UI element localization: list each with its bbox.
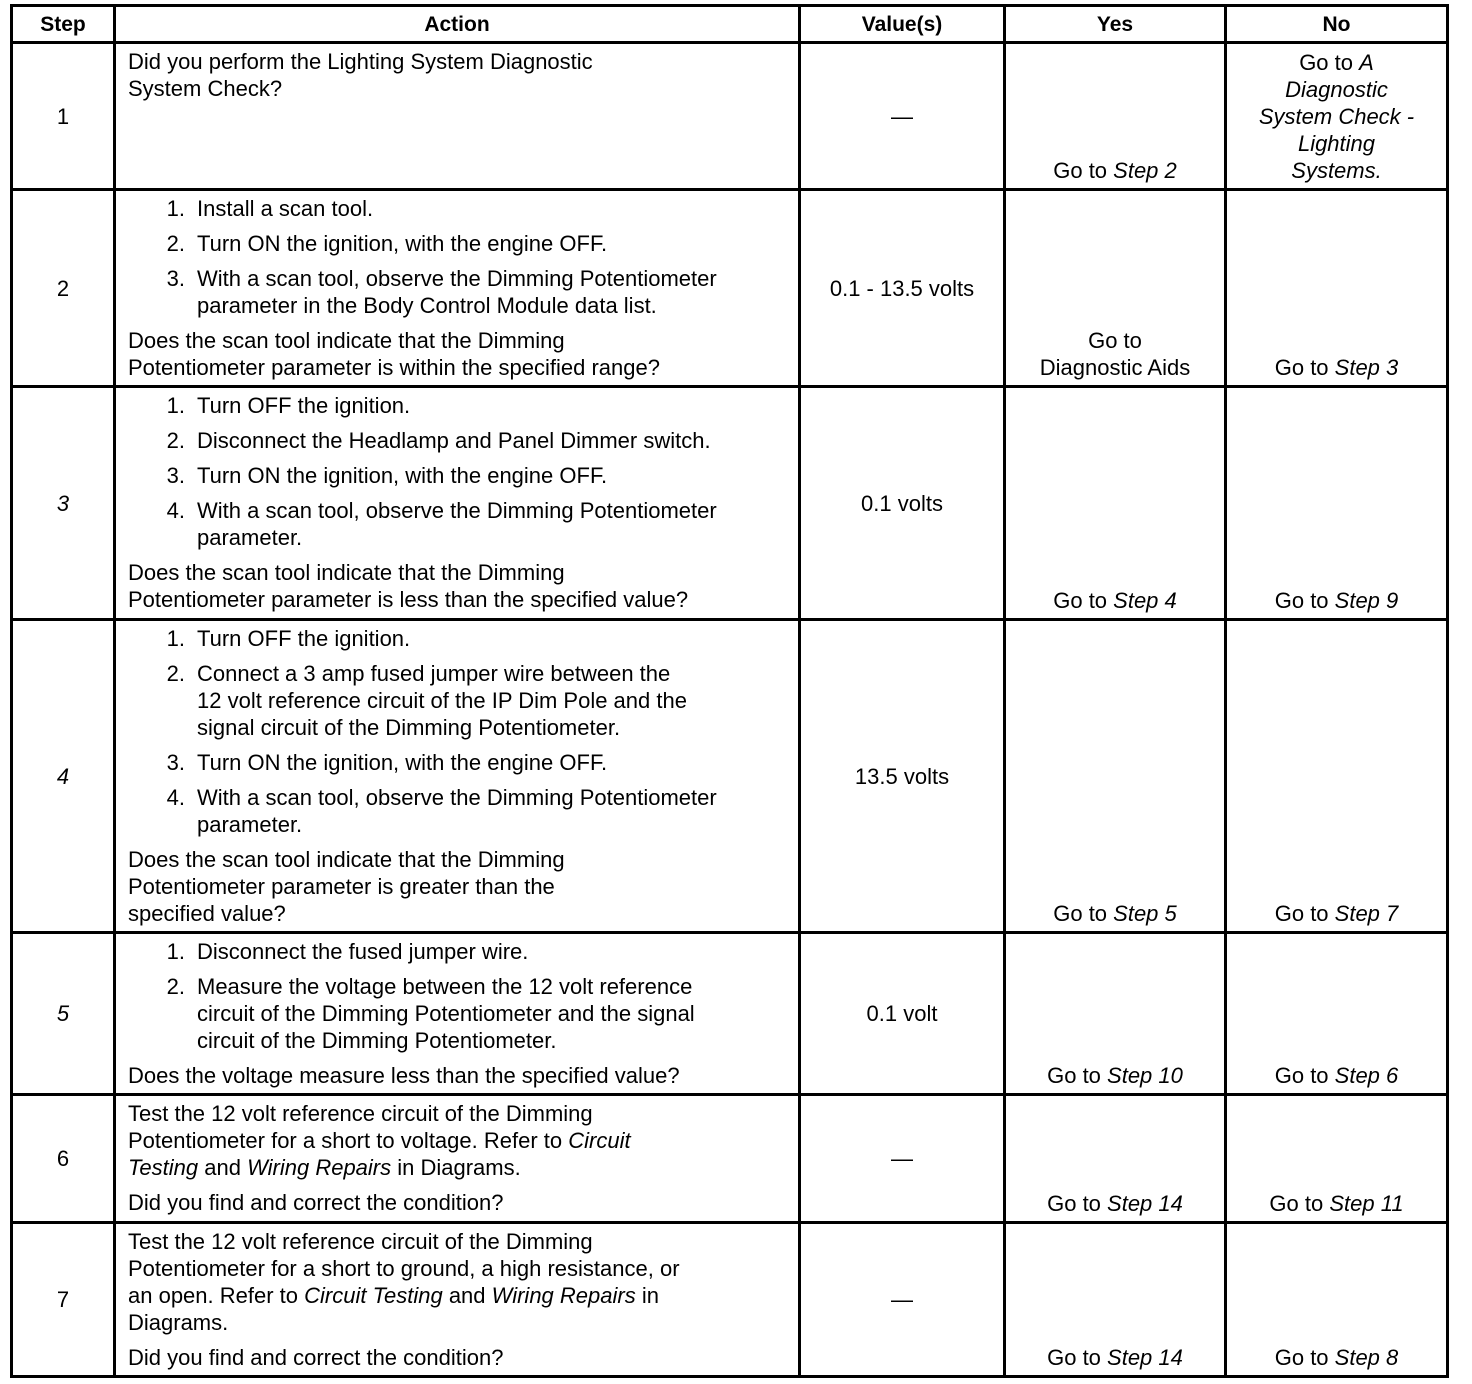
procedure-step-number: 1. [166, 626, 185, 651]
procedure-step [128, 749, 788, 776]
table-row [12, 387, 1448, 620]
question-text [128, 846, 788, 927]
procedure-step-line: Turn ON the ignition, with the engine OFF. [197, 750, 608, 775]
procedure-step-line: Disconnect the fused jumper wire. [197, 939, 529, 964]
no-go-to: Go to [1299, 50, 1360, 75]
action-cell [115, 190, 800, 387]
procedure-step-number: 1. [166, 939, 185, 964]
no-cell [1226, 190, 1448, 387]
procedure-step-text [197, 427, 788, 454]
procedure-step-line: With a scan tool, observe the Dimming Potentiometer [197, 785, 717, 810]
yes-go-to: Go to [1047, 1063, 1108, 1088]
table-row [12, 1095, 1448, 1223]
procedure-step [128, 625, 788, 652]
no-step-reference: Step 6 [1334, 1063, 1399, 1088]
action-cell [115, 387, 800, 620]
instruction-text: in [635, 1283, 659, 1308]
header-values: Value(s) [800, 6, 1005, 43]
yes-cell [1005, 620, 1226, 933]
procedure-step-line: Turn OFF the ignition. [197, 626, 411, 651]
procedure-step-line: parameter. [197, 525, 303, 550]
question-line: Did you find and correct the condition? [128, 1345, 504, 1370]
yes-step-reference: Step 14 [1107, 1345, 1183, 1370]
instruction-text: Potentiometer for a short to voltage. Refer to [128, 1128, 569, 1153]
no-go-to: Go to [1269, 1191, 1330, 1216]
procedure-list [128, 392, 788, 551]
yes-line: Go to [1088, 328, 1142, 353]
reference-title: Wiring Repairs [247, 1155, 392, 1180]
yes-line: Diagnostic Aids [1039, 355, 1191, 380]
instruction-text: an open. Refer to [128, 1283, 305, 1308]
step-number: 6 [12, 1095, 115, 1223]
instruction-text: and [198, 1155, 248, 1180]
question-text [128, 1062, 788, 1089]
yes-step-reference: Step 14 [1107, 1191, 1183, 1216]
procedure-step-line: Connect a 3 amp fused jumper wire between the [197, 661, 671, 686]
no-go-to: Go to [1274, 588, 1335, 613]
diagnostic-table [10, 4, 1449, 1378]
procedure-step [128, 230, 788, 257]
question-line: Did you find and correct the condition? [128, 1190, 504, 1215]
question-line: Does the voltage measure less than the specified value? [128, 1063, 680, 1088]
instruction-line [128, 1228, 788, 1255]
value-cell: 0.1 volts [800, 387, 1005, 620]
procedure-step [128, 784, 788, 838]
yes-go-to: Go to [1053, 158, 1114, 183]
table-row [12, 933, 1448, 1095]
reference-title: Circuit Testing [304, 1283, 443, 1308]
question-line: Does the scan tool indicate that the Dimming [128, 328, 565, 353]
no-reference-line: Lighting [1297, 131, 1376, 156]
procedure-step-text [197, 392, 788, 419]
procedure-step-line: Measure the voltage between the 12 volt reference [197, 974, 693, 999]
reference-title: Circuit [568, 1128, 631, 1153]
yes-step-reference: Step 2 [1113, 158, 1177, 183]
instruction-line [128, 1100, 788, 1127]
table-body [12, 43, 1448, 1377]
yes-cell [1005, 1095, 1226, 1223]
question-line: Potentiometer parameter is within the specified range? [128, 355, 660, 380]
table-row [12, 43, 1448, 190]
instruction-line [128, 1255, 788, 1282]
procedure-step [128, 195, 788, 222]
procedure-step-text [197, 973, 788, 1054]
header-no: No [1226, 6, 1448, 43]
step-number: 5 [12, 933, 115, 1095]
table-row [12, 190, 1448, 387]
yes-go-to: Go to [1053, 588, 1114, 613]
diagnostic-table-sheet [10, 4, 1446, 1378]
instruction-text: Test the 12 volt reference circuit of the Dimming [128, 1101, 593, 1126]
procedure-step-text [197, 265, 788, 319]
no-reference-line: Diagnostic [1285, 77, 1388, 102]
instruction-line [128, 1282, 788, 1309]
action-cell [115, 620, 800, 933]
no-step-reference: Step 3 [1334, 355, 1399, 380]
step-number: 4 [12, 620, 115, 933]
procedure-step-number: 1. [166, 393, 185, 418]
yes-cell [1005, 933, 1226, 1095]
procedure-step-text [197, 195, 788, 222]
step-number: 2 [12, 190, 115, 387]
question-text [128, 1344, 788, 1371]
procedure-step-line: 12 volt reference circuit of the IP Dim Pole and the [197, 688, 687, 713]
procedure-step-text [197, 749, 788, 776]
procedure-step-text [197, 625, 788, 652]
procedure-step-number: 3. [166, 266, 185, 291]
no-go-to: Go to [1274, 355, 1335, 380]
no-step-reference: Step 8 [1334, 1345, 1399, 1370]
no-step-reference: Step 7 [1334, 901, 1399, 926]
instruction-text: and [442, 1283, 492, 1308]
no-step-reference: Step 11 [1329, 1191, 1404, 1216]
instruction-line [128, 1154, 788, 1181]
question-text [128, 559, 788, 613]
instruction-text: Diagrams. [128, 1310, 229, 1335]
procedure-step [128, 462, 788, 489]
procedure-step-line: circuit of the Dimming Potentiometer. [197, 1028, 557, 1053]
no-cell [1226, 43, 1448, 190]
instruction-paragraph [128, 1228, 788, 1336]
procedure-step-text [197, 230, 788, 257]
no-step-reference: A [1359, 50, 1374, 75]
instruction-line [128, 1127, 788, 1154]
procedure-step [128, 427, 788, 454]
no-step-reference: Step 9 [1334, 588, 1399, 613]
procedure-step-number: 1. [166, 196, 185, 221]
yes-cell [1005, 387, 1226, 620]
question-line: System Check? [128, 76, 283, 101]
procedure-step-number: 3. [166, 750, 185, 775]
procedure-step-text [197, 462, 788, 489]
step-number: 3 [12, 387, 115, 620]
value-cell: — [800, 1223, 1005, 1377]
instruction-line [128, 1309, 788, 1336]
procedure-step-number: 2. [166, 428, 185, 453]
procedure-step [128, 660, 788, 741]
table-row [12, 620, 1448, 933]
question-line: Potentiometer parameter is less than the specified value? [128, 587, 689, 612]
procedure-step-line: parameter. [197, 812, 303, 837]
no-reference-line: Systems. [1291, 158, 1382, 183]
header-step: Step [12, 6, 115, 43]
reference-title: Wiring Repairs [491, 1283, 636, 1308]
no-go-to: Go to [1274, 901, 1335, 926]
table-header-row [12, 6, 1448, 43]
no-line [1231, 49, 1442, 76]
yes-cell [1005, 1223, 1226, 1377]
procedure-step-line: Turn ON the ignition, with the engine OFF. [197, 231, 608, 256]
yes-step-reference: Step 10 [1107, 1063, 1183, 1088]
reference-title: Testing [128, 1155, 199, 1180]
header-yes: Yes [1005, 6, 1226, 43]
procedure-step [128, 973, 788, 1054]
no-cell [1226, 387, 1448, 620]
instruction-paragraph [128, 1100, 788, 1181]
value-cell: 0.1 volt [800, 933, 1005, 1095]
procedure-step-text [197, 497, 788, 551]
procedure-step-line: Disconnect the Headlamp and Panel Dimmer switch. [197, 428, 711, 453]
step-number: 1 [12, 43, 115, 190]
procedure-step [128, 938, 788, 965]
question-text [128, 327, 788, 381]
procedure-step [128, 392, 788, 419]
no-go-to: Go to [1274, 1345, 1335, 1370]
no-go-to: Go to [1274, 1063, 1335, 1088]
no-cell [1226, 1223, 1448, 1377]
yes-cell [1005, 190, 1226, 387]
question-line: Potentiometer parameter is greater than the [128, 874, 555, 899]
table-row [12, 1223, 1448, 1377]
procedure-step-line: signal circuit of the Dimming Potentiometer. [197, 715, 621, 740]
no-reference-line: System Check - [1258, 104, 1415, 129]
yes-cell [1005, 43, 1226, 190]
action-cell [115, 1223, 800, 1377]
procedure-step-line: Install a scan tool. [197, 196, 374, 221]
instruction-text: Potentiometer for a short to ground, a high resistance, or [128, 1256, 680, 1281]
procedure-step-line: Turn ON the ignition, with the engine OFF. [197, 463, 608, 488]
action-cell [115, 43, 800, 190]
question-line: Does the scan tool indicate that the Dimming [128, 560, 565, 585]
value-cell: — [800, 43, 1005, 190]
procedure-step-number: 2. [166, 974, 185, 999]
question-text [128, 48, 788, 102]
procedure-step-text [197, 784, 788, 838]
procedure-list [128, 625, 788, 838]
value-cell: — [800, 1095, 1005, 1223]
procedure-step [128, 265, 788, 319]
procedure-step-number: 3. [166, 463, 185, 488]
yes-go-to: Go to [1053, 901, 1114, 926]
procedure-step [128, 497, 788, 551]
procedure-step-text [197, 938, 788, 965]
action-cell [115, 1095, 800, 1223]
procedure-step-line: Turn OFF the ignition. [197, 393, 411, 418]
instruction-text: Test the 12 volt reference circuit of the Dimming [128, 1229, 593, 1254]
procedure-list [128, 195, 788, 319]
procedure-step-line: With a scan tool, observe the Dimming Potentiometer [197, 266, 717, 291]
value-cell: 13.5 volts [800, 620, 1005, 933]
procedure-list [128, 938, 788, 1054]
procedure-step-number: 2. [166, 661, 185, 686]
action-cell [115, 933, 800, 1095]
procedure-step-number: 4. [166, 498, 185, 523]
question-text [128, 1189, 788, 1216]
procedure-step-line: circuit of the Dimming Potentiometer and the signal [197, 1001, 695, 1026]
procedure-step-line: With a scan tool, observe the Dimming Potentiometer [197, 498, 717, 523]
procedure-step-number: 2. [166, 231, 185, 256]
procedure-step-line: parameter in the Body Control Module data list. [197, 293, 657, 318]
yes-go-to: Go to [1047, 1345, 1108, 1370]
procedure-step-number: 4. [166, 785, 185, 810]
procedure-step-text [197, 660, 788, 741]
value-cell: 0.1 - 13.5 volts [800, 190, 1005, 387]
no-cell [1226, 1095, 1448, 1223]
instruction-text: in Diagrams. [391, 1155, 521, 1180]
question-line: specified value? [128, 901, 286, 926]
question-line: Does the scan tool indicate that the Dimming [128, 847, 565, 872]
no-cell [1226, 620, 1448, 933]
yes-step-reference: Step 5 [1113, 901, 1177, 926]
header-action: Action [115, 6, 800, 43]
yes-go-to: Go to [1047, 1191, 1108, 1216]
yes-step-reference: Step 4 [1113, 588, 1177, 613]
no-cell [1226, 933, 1448, 1095]
step-number: 7 [12, 1223, 115, 1377]
question-line: Did you perform the Lighting System Diagnostic [128, 49, 593, 74]
